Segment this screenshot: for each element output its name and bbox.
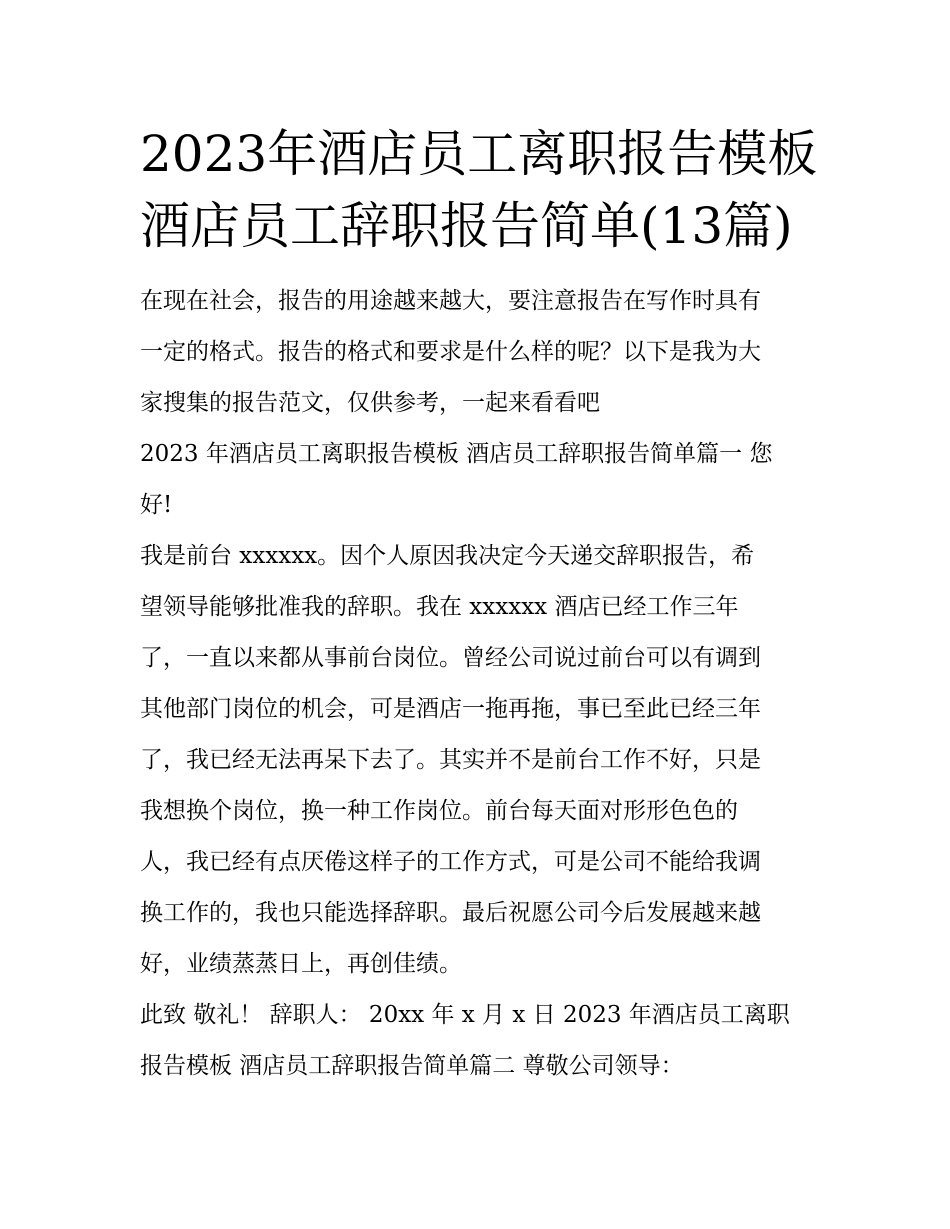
body-line: 2023 年酒店员工离职报告模板 酒店员工辞职报告简单篇一 您 <box>140 441 773 467</box>
body-line: 一定的格式。报告的格式和要求是什么样的呢？以下是我为大 <box>140 339 761 365</box>
body-line: 此致 敬礼！ 辞职人： 20xx 年 x 月 x 日 2023 年酒店员工离职 <box>140 1002 790 1028</box>
body-line: 我是前台 xxxxxx。因个人原因我决定今天递交辞职报告，希 <box>140 543 755 569</box>
body-line: 望领导能够批准我的辞职。我在 xxxxxx 酒店已经工作三年 <box>140 594 739 620</box>
body-line: 报告模板 酒店员工辞职报告简单篇二 尊敬公司领导： <box>140 1053 684 1079</box>
body-line: 家搜集的报告范文，仅供参考，一起来看看吧 <box>140 390 600 416</box>
body-line: 好! <box>140 492 173 518</box>
body-line: 了，一直以来都从事前台岗位。曾经公司说过前台可以有调到 <box>140 645 761 671</box>
body-line: 了，我已经无法再呆下去了。其实并不是前台工作不好，只是 <box>140 747 761 773</box>
document-body <box>140 276 820 1092</box>
body-line: 其他部门岗位的机会，可是酒店一拖再拖，事已至此已经三年 <box>140 696 761 722</box>
title-line-2: 酒店员工辞职报告简单(13篇) <box>140 197 793 255</box>
body-line: 换工作的，我也只能选择辞职。最后祝愿公司今后发展越来越 <box>140 900 761 926</box>
body-line: 在现在社会，报告的用途越来越大，要注意报告在写作时具有 <box>140 288 761 314</box>
body-line: 好，业绩蒸蒸日上，再创佳绩。 <box>140 951 462 977</box>
body-line: 人，我已经有点厌倦这样子的工作方式，可是公司不能给我调 <box>140 849 761 875</box>
document-title <box>140 118 840 262</box>
body-line: 我想换个岗位，换一种工作岗位。前台每天面对形形色色的 <box>140 798 738 824</box>
title-line-1: 2023年酒店员工离职报告模板 <box>140 125 818 183</box>
